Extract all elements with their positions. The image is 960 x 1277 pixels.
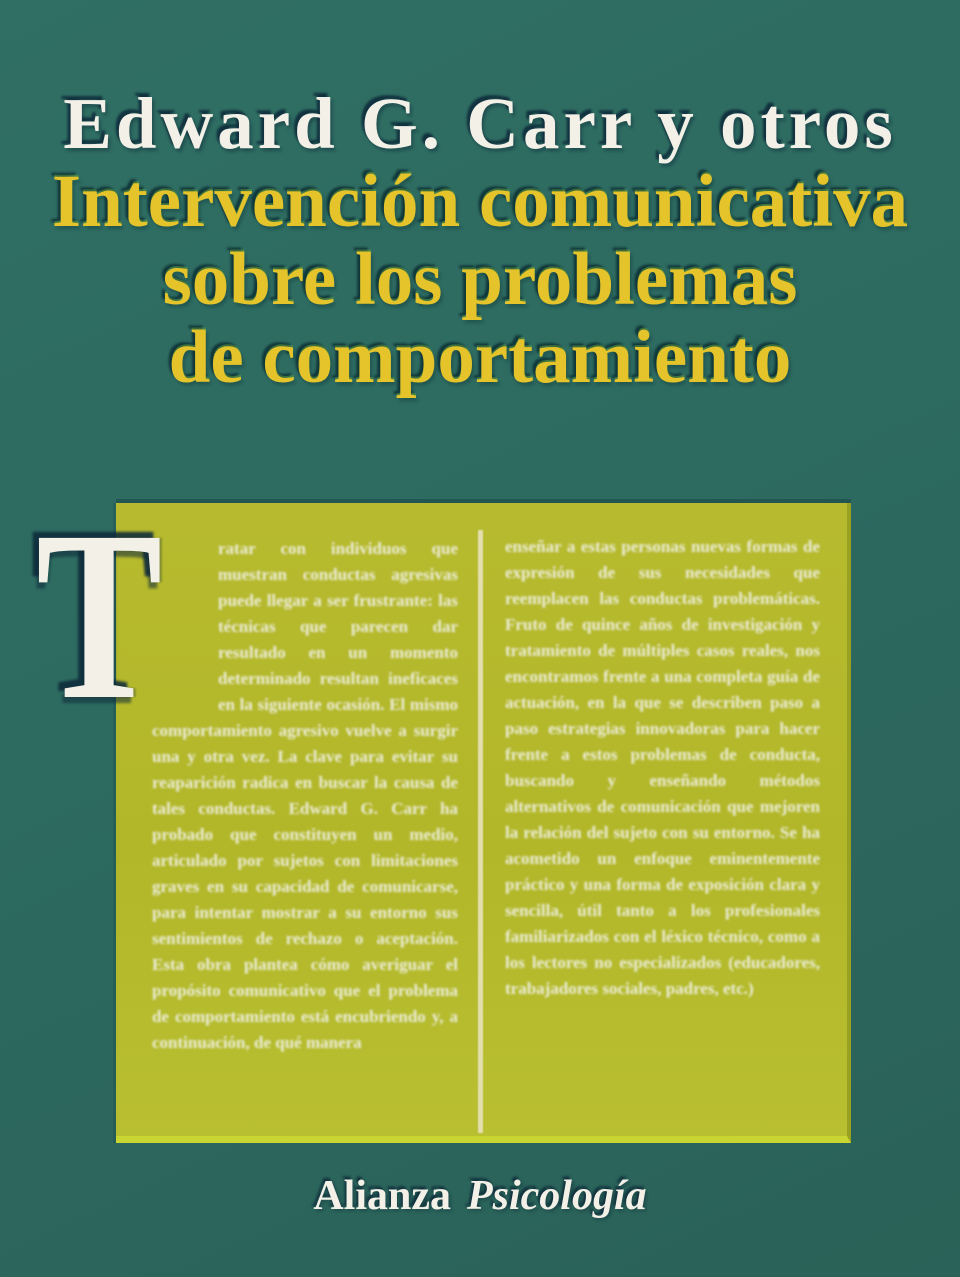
author-line: Edward G. Carr y otros bbox=[63, 83, 897, 164]
book-title bbox=[0, 160, 960, 399]
title-line-1: Intervención comunicativa bbox=[51, 160, 909, 243]
collection-name: Psicología bbox=[467, 1173, 647, 1219]
title-line-2: sobre los problemas bbox=[162, 238, 798, 321]
blurb-column-left bbox=[152, 536, 458, 1136]
drop-cap-letter: T bbox=[36, 480, 163, 750]
blurb-text-left: ratar con individuos que muestran conductas agresivas puede llegar a ser frustrante: las técnicas que parecen dar resultado en un momento determinado resultan ineficaces en la siguiente ocasión. El mismo comportamiento agresivo vuelve a surgir una y otra vez. La clave para evitar su reaparición radica en buscar la causa de tales conductas. Edward G. Carr ha probado que constituyen un medio, articulado por sujetos con limitaciones graves en su capacidad de comunicarse, para intentar mostrar a su entorno sus sentimientos de rechazo o aceptación. Esta obra plantea cómo averiguar el propósito comunicativo que el problema de comportamiento está encubriendo y, a continuación, de qué manera bbox=[152, 539, 458, 1052]
blurb-panel bbox=[116, 503, 851, 1143]
publisher-name: Alianza bbox=[313, 1173, 451, 1219]
blurb-text-right: enseñar a estas personas nuevas formas de expresión de sus necesidades que reemplacen las conductas problemáticas. Fruto de quince años de investigación y tratamiento de múltiples casos reales, nos encontramos frente a una completa guía de actuación, en la que se describen paso a paso estrategias innovadoras para hacer frente a estos problemas de conducta, buscando y enseñando métodos alternativos de comunicación que mejoren la relación del sujeto con su entorno. Se ha acometido un enfoque eminentemente práctico y una forma de exposición clara y sencilla, útil tanto a los profesionales familiarizados con el léxico técnico, como a los lectores no especializados (educadores, trabajadores sociales, padres, etc.) bbox=[505, 537, 820, 998]
title-line-3: de comportamiento bbox=[168, 316, 792, 399]
column-divider bbox=[478, 530, 483, 1133]
publisher-line bbox=[0, 1172, 960, 1220]
blurb-column-right bbox=[505, 534, 820, 1094]
